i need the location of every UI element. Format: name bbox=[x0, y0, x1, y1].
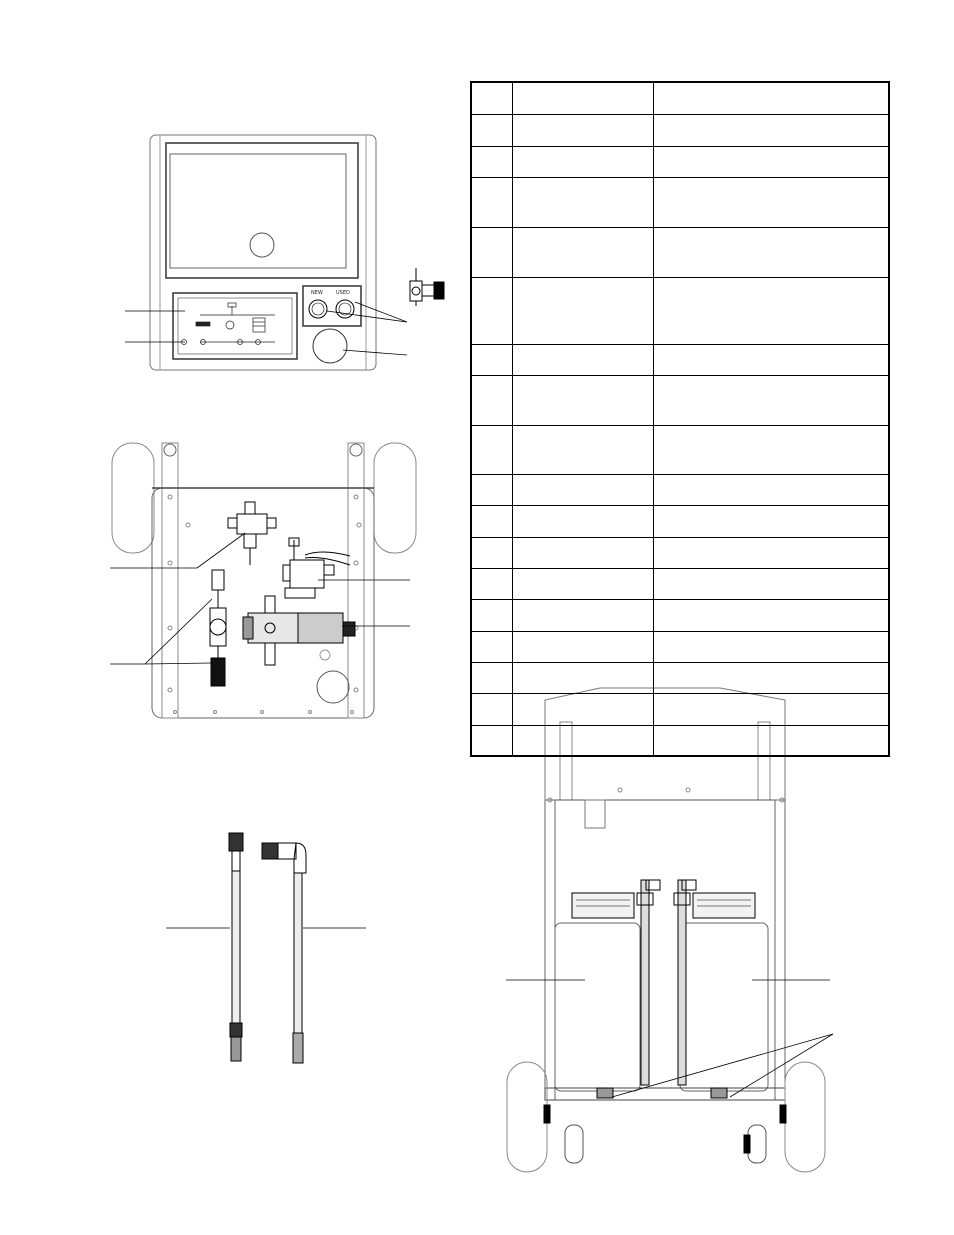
table-cell-no bbox=[471, 474, 513, 505]
valve-detail bbox=[410, 268, 444, 306]
table-cell-part bbox=[513, 693, 654, 725]
table-cell-no bbox=[471, 599, 513, 631]
table-row bbox=[471, 537, 889, 568]
table-cell-part bbox=[513, 474, 654, 505]
table-cell-no bbox=[471, 693, 513, 725]
filter-assembly bbox=[210, 570, 226, 686]
table-row bbox=[471, 505, 889, 537]
table-cell-part bbox=[513, 146, 654, 177]
hose-assemblies bbox=[166, 833, 366, 1063]
display-window bbox=[166, 143, 358, 278]
pump-solenoid bbox=[283, 538, 350, 598]
table-row bbox=[471, 568, 889, 599]
table-cell-part bbox=[513, 177, 654, 227]
hose-elbow bbox=[262, 843, 306, 1063]
front-panel-view bbox=[125, 135, 444, 370]
table-cell-desc bbox=[654, 568, 890, 599]
table-cell-desc bbox=[654, 725, 890, 756]
table-cell-desc bbox=[654, 599, 890, 631]
pump-motor bbox=[243, 596, 355, 665]
gauge-label-new: NEW bbox=[311, 290, 323, 296]
table-cell-part bbox=[513, 375, 654, 425]
table-cell-desc bbox=[654, 693, 890, 725]
table-cell-part bbox=[513, 568, 654, 599]
table-cell-desc bbox=[654, 82, 890, 114]
table-row bbox=[471, 277, 889, 344]
hose-straight bbox=[229, 833, 243, 1061]
table-row bbox=[471, 725, 889, 756]
solenoid-valve-upper bbox=[228, 502, 276, 565]
table-cell-part bbox=[513, 425, 654, 474]
table-cell-part bbox=[513, 277, 654, 344]
rotary-knob bbox=[313, 329, 347, 363]
table-cell-part bbox=[513, 82, 654, 114]
table-cell-part bbox=[513, 725, 654, 756]
table-cell-no bbox=[471, 344, 513, 375]
table-cell-no bbox=[471, 725, 513, 756]
table-cell-no bbox=[471, 277, 513, 344]
table-cell-desc bbox=[654, 146, 890, 177]
table-cell-no bbox=[471, 568, 513, 599]
table-row bbox=[471, 114, 889, 146]
table-cell-desc bbox=[654, 344, 890, 375]
table-cell-desc bbox=[654, 662, 890, 693]
table-row bbox=[471, 662, 889, 693]
table-cell-part bbox=[513, 344, 654, 375]
table-row bbox=[471, 375, 889, 425]
table-cell-part bbox=[513, 505, 654, 537]
table-cell-no bbox=[471, 82, 513, 114]
table-cell-desc bbox=[654, 114, 890, 146]
table-cell-no bbox=[471, 505, 513, 537]
table-row bbox=[471, 474, 889, 505]
table-row bbox=[471, 177, 889, 227]
table-row bbox=[471, 631, 889, 662]
table-row bbox=[471, 693, 889, 725]
table-cell-part bbox=[513, 114, 654, 146]
rear-plumbing-view bbox=[110, 443, 416, 718]
table-row bbox=[471, 425, 889, 474]
table-cell-no bbox=[471, 177, 513, 227]
gauge-label-used: USED bbox=[336, 290, 350, 296]
used-fluid-tank bbox=[680, 893, 768, 1091]
table-cell-desc bbox=[654, 631, 890, 662]
table-cell-desc bbox=[654, 425, 890, 474]
table-cell-desc bbox=[654, 227, 890, 277]
table-cell-no bbox=[471, 114, 513, 146]
table-cell-desc bbox=[654, 474, 890, 505]
table-cell-no bbox=[471, 537, 513, 568]
table-cell-desc bbox=[654, 505, 890, 537]
new-fluid-tank bbox=[555, 893, 640, 1091]
table-cell-desc bbox=[654, 277, 890, 344]
table-row bbox=[471, 599, 889, 631]
cart-tank-view bbox=[506, 688, 833, 1172]
table-cell-part bbox=[513, 662, 654, 693]
table-cell-no bbox=[471, 146, 513, 177]
parts-table bbox=[470, 81, 890, 757]
table-cell-part bbox=[513, 631, 654, 662]
table-cell-part bbox=[513, 537, 654, 568]
table-cell-desc bbox=[654, 375, 890, 425]
table-cell-part bbox=[513, 599, 654, 631]
table-row bbox=[471, 146, 889, 177]
table-cell-no bbox=[471, 425, 513, 474]
table-row bbox=[471, 344, 889, 375]
table-cell-no bbox=[471, 227, 513, 277]
table-row bbox=[471, 82, 889, 114]
table-cell-desc bbox=[654, 177, 890, 227]
table-row bbox=[471, 227, 889, 277]
table-cell-desc bbox=[654, 537, 890, 568]
table-cell-no bbox=[471, 631, 513, 662]
table-cell-no bbox=[471, 375, 513, 425]
table-cell-part bbox=[513, 227, 654, 277]
table-cell-no bbox=[471, 662, 513, 693]
